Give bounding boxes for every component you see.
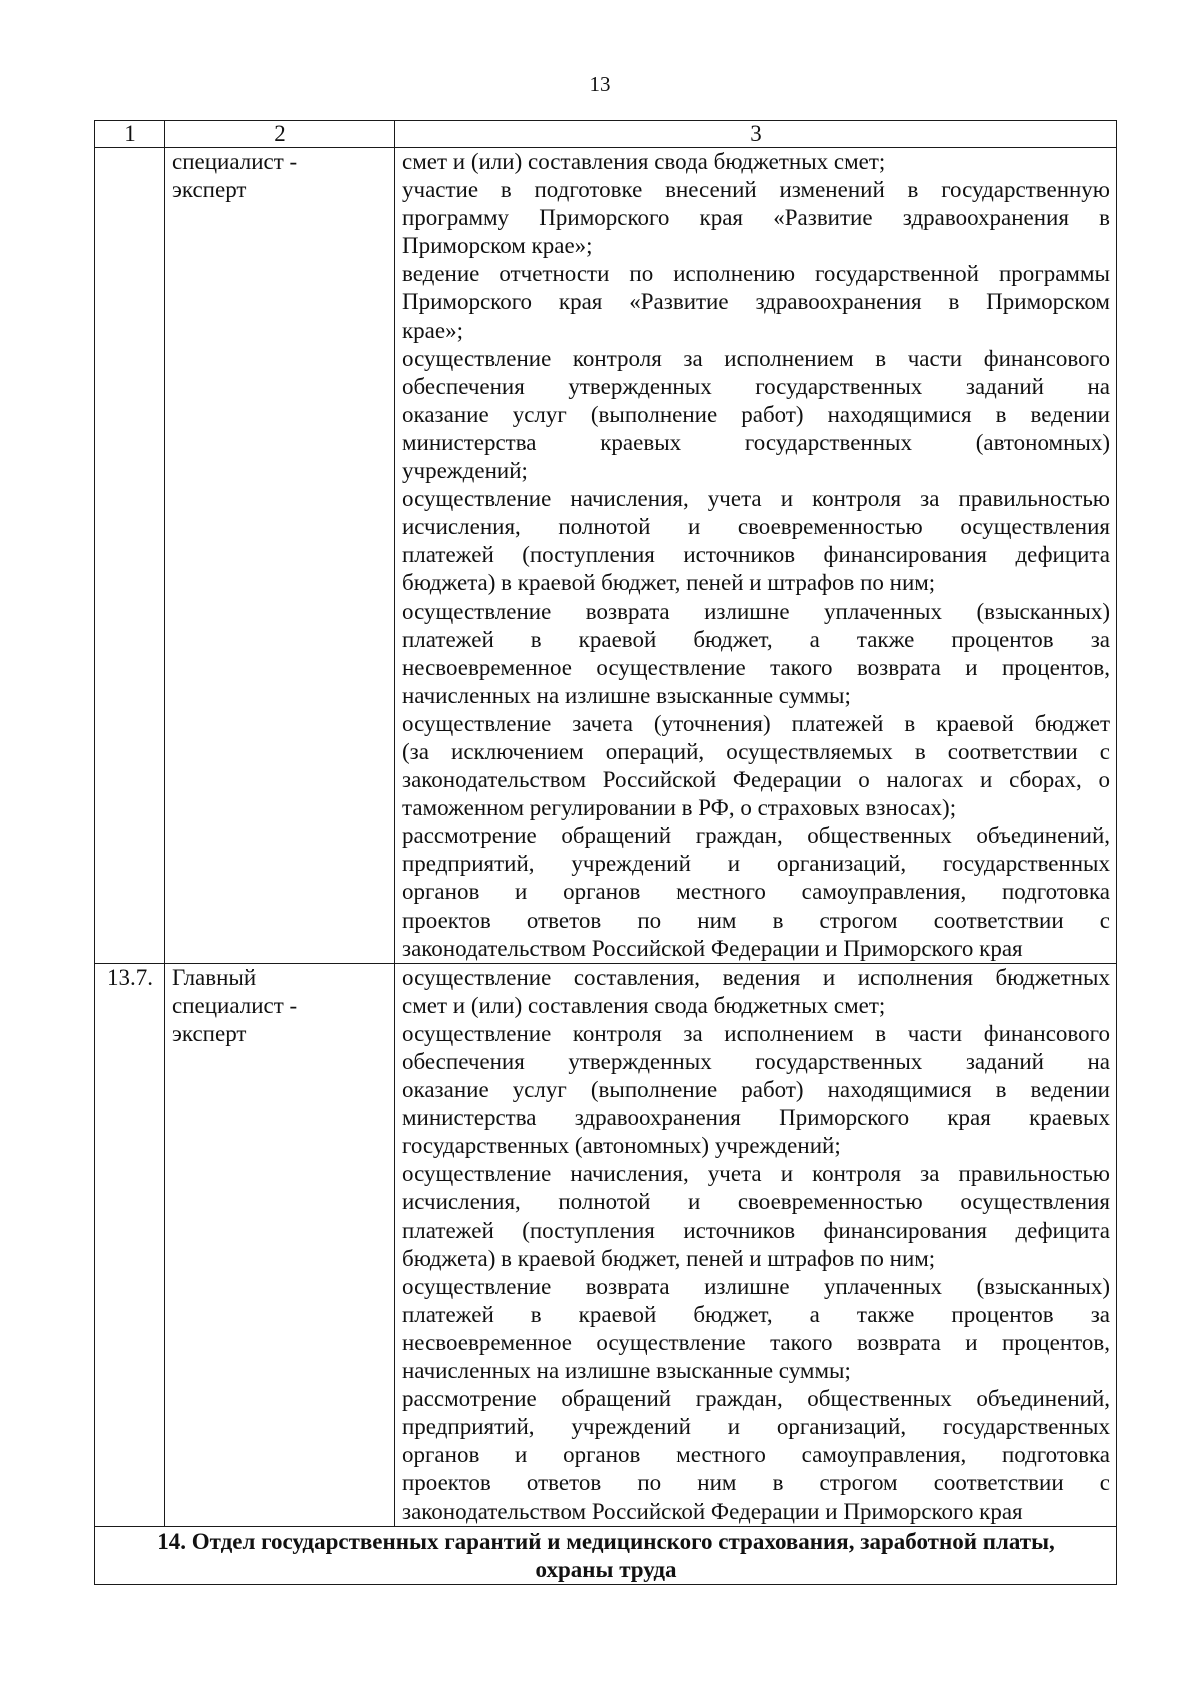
duty-line: осуществление возврата излишне уплаченных (взысканных): [402, 1273, 1110, 1299]
table-row: [95, 148, 1117, 964]
duty-line: таможенном регулировании в РФ, о страховых взносах);: [402, 795, 957, 821]
duty-line: смет и (или) составления свода бюджетных смет;: [402, 149, 886, 174]
duty-line: осуществление зачета (уточнения) платежей в краевой бюджет: [402, 710, 1110, 736]
duty-line: законодательством Российской Федерации и Приморского края: [402, 935, 1023, 961]
duty-line: платежей в краевой бюджет, а также процентов за: [402, 626, 1110, 652]
duty-line: министерства краевых государственных (автономных): [402, 429, 1110, 455]
column-number-1: 1: [95, 121, 165, 148]
duty-line: оказание услуг (выполнение работ) находящимися в ведении: [402, 401, 1110, 427]
row-number: [95, 148, 165, 964]
duties-table: [94, 120, 1117, 1585]
duty-line: рассмотрение обращений граждан, общественных объединений,: [402, 1386, 1110, 1412]
duty-line: крае»;: [402, 317, 463, 343]
duty-line: платежей (поступления источников финансирования дефицита: [402, 542, 1110, 568]
duty-line: проектов ответов по ним в строгом соответствии с: [402, 1470, 1110, 1496]
duty-line: законодательством Российской Федерации и Приморского края: [402, 1498, 1023, 1524]
duty-line: законодательством Российской Федерации о налогах и сборах, о: [402, 767, 1110, 793]
duty-line: министерства здравоохранения Приморского края краевых: [402, 1105, 1110, 1131]
duty-line: обеспечения утвержденных государственных заданий на: [402, 1049, 1110, 1074]
duty-line: бюджета) в краевой бюджет, пеней и штрафов по ним;: [402, 570, 936, 596]
row-number: 13.7.: [95, 963, 165, 1526]
duty-line: ведение отчетности по исполнению государственной программы: [402, 261, 1110, 287]
duty-line: осуществление начисления, учета и контроля за правильностью: [402, 1161, 1110, 1187]
section-heading: [95, 1526, 1117, 1584]
duty-line: смет и (или) составления свода бюджетных смет;: [402, 992, 886, 1018]
duty-line: органов и органов местного самоуправления, подготовка: [402, 879, 1110, 905]
duty-line: начисленных на излишне взысканные суммы;: [402, 1358, 851, 1384]
position-title: [165, 963, 395, 1526]
duty-line: государственных (автономных) учреждений;: [402, 1133, 841, 1159]
column-number-2: 2: [165, 121, 395, 148]
duty-line: осуществление начисления, учета и контроля за правильностью: [402, 486, 1110, 512]
duty-line: платежей (поступления источников финансирования дефицита: [402, 1217, 1110, 1243]
duty-line: осуществление контроля за исполнением в части финансового: [402, 345, 1110, 371]
section-heading-line: охраны труда: [535, 1556, 677, 1582]
position-title-line: эксперт: [172, 1020, 247, 1046]
page-number: 13: [589, 72, 611, 96]
duty-line: исчисления, полнотой и своевременностью осуществления: [402, 514, 1110, 540]
duty-line: органов и органов местного самоуправления, подготовка: [402, 1442, 1110, 1468]
duty-line: обеспечения утвержденных государственных заданий на: [402, 373, 1110, 399]
duty-line: исчисления, полнотой и своевременностью осуществления: [402, 1189, 1110, 1215]
duty-line: участие в подготовке внесений изменений в государственную: [402, 177, 1110, 203]
position-title: [165, 148, 395, 964]
duty-line: осуществление составления, ведения и исполнения бюджетных: [402, 964, 1110, 990]
duty-line: программу Приморского края «Развитие здравоохранения в: [402, 205, 1110, 231]
duty-line: Приморского края «Развитие здравоохранения в Приморском: [402, 289, 1110, 315]
duty-line: начисленных на излишне взысканные суммы;: [402, 682, 851, 708]
column-number-3: 3: [395, 121, 1117, 148]
duty-line: предприятий, учреждений и организаций, государственных: [402, 1414, 1110, 1440]
duty-line: бюджета) в краевой бюджет, пеней и штрафов по ним;: [402, 1245, 936, 1271]
duty-line: (за исключением операций, осуществляемых в соответствии с: [402, 738, 1110, 764]
duty-line: осуществление контроля за исполнением в части финансового: [402, 1020, 1110, 1046]
position-title-line: специалист -: [172, 992, 298, 1018]
duty-line: рассмотрение обращений граждан, общественных объединений,: [402, 823, 1110, 849]
duty-line: предприятий, учреждений и организаций, государственных: [402, 851, 1110, 877]
duty-line: проектов ответов по ним в строгом соответствии с: [402, 907, 1110, 933]
section-heading-row: [95, 1526, 1117, 1584]
position-title-line: эксперт: [172, 177, 247, 203]
duty-line: учреждений;: [402, 458, 528, 484]
duty-line: оказание услуг (выполнение работ) находящимися в ведении: [402, 1077, 1110, 1103]
position-title-line: специалист -: [172, 149, 298, 174]
duties-cell: [395, 148, 1117, 964]
table-row: [95, 963, 1117, 1526]
duties-cell: [395, 963, 1117, 1526]
duty-line: осуществление возврата излишне уплаченных (взысканных): [402, 598, 1110, 624]
column-number-row: [95, 121, 1117, 148]
section-heading-line: 14. Отдел государственных гарантий и медицинского страхования, заработной платы,: [157, 1528, 1055, 1554]
duty-line: несвоевременное осуществление такого возврата и процентов,: [402, 654, 1110, 680]
duty-line: платежей в краевой бюджет, а также процентов за: [402, 1301, 1110, 1327]
duty-line: несвоевременное осуществление такого возврата и процентов,: [402, 1329, 1110, 1355]
duty-line: Приморском крае»;: [402, 233, 593, 259]
position-title-line: Главный: [172, 964, 257, 990]
